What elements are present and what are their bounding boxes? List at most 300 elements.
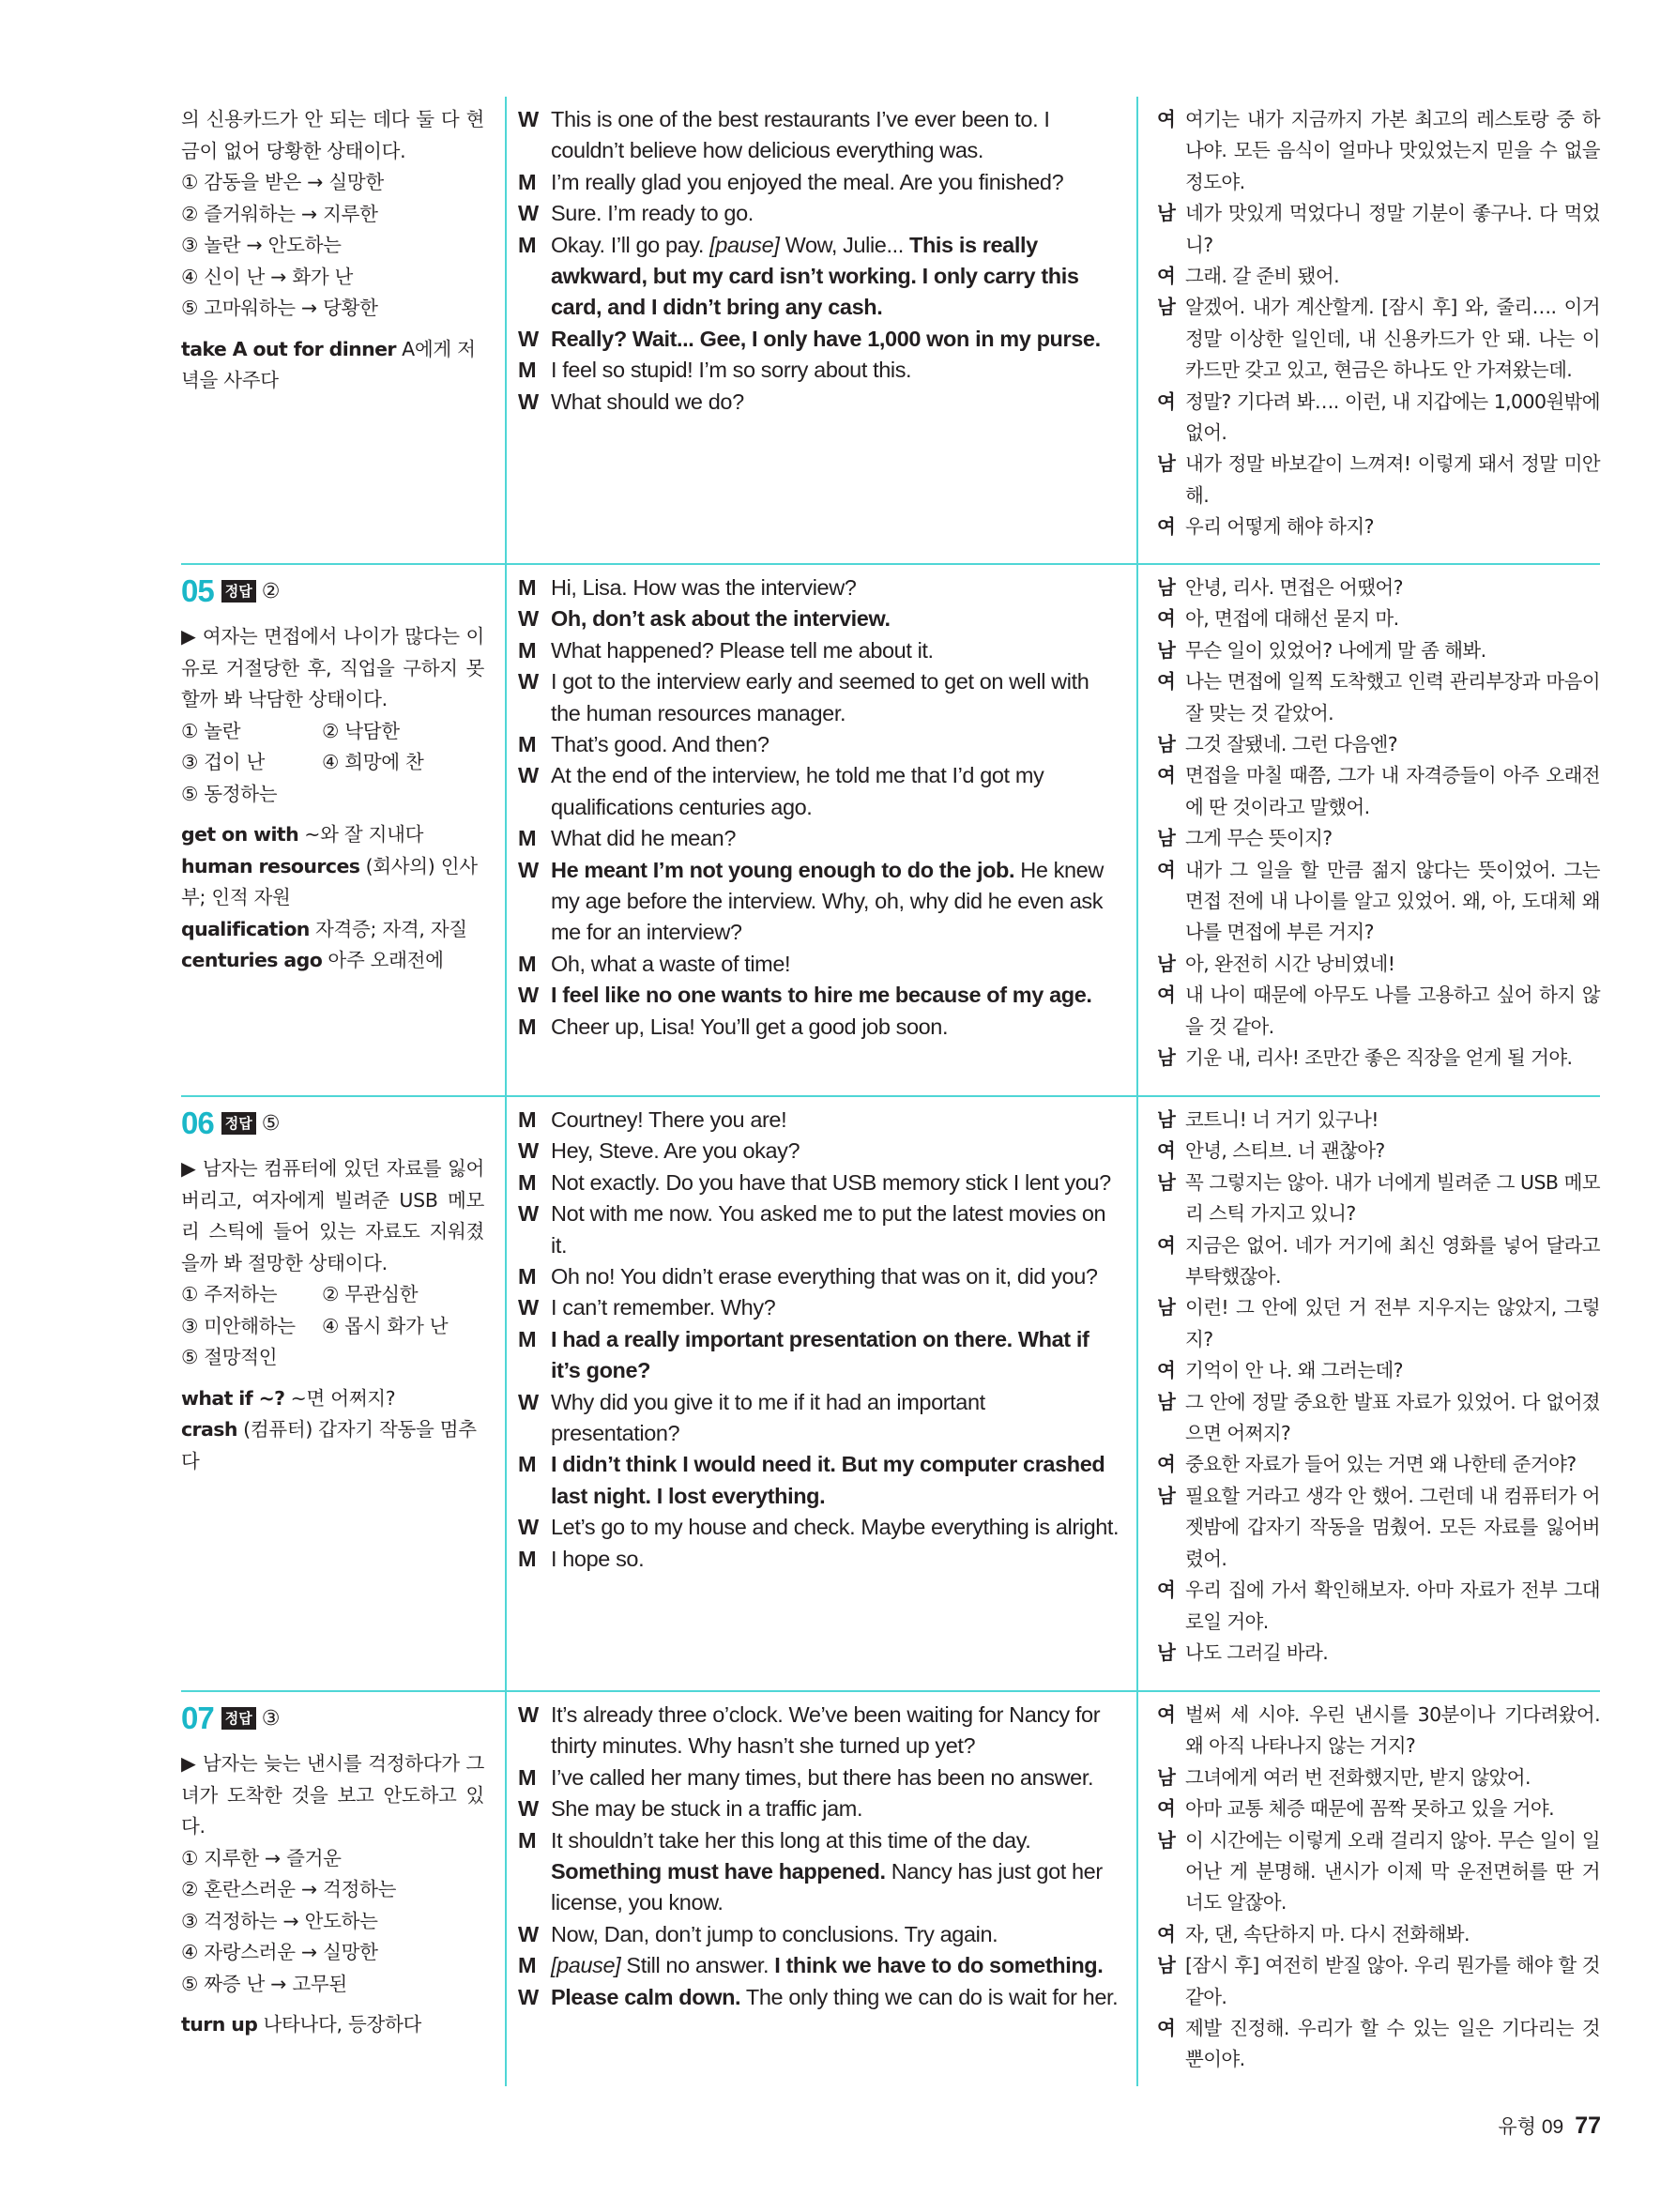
speaker-label: W xyxy=(518,669,539,694)
choice-item: ④ 자랑스러운 → 실망한 xyxy=(181,1941,378,1963)
speaker-label: 남 xyxy=(1157,576,1176,599)
translation-line xyxy=(1157,572,1600,603)
translation-text: 네가 맛있게 먹었다니 정말 기분이 좋구나. 다 먹었니? xyxy=(1185,202,1600,256)
speaker-label: 여 xyxy=(1157,265,1176,288)
speaker-label: 남 xyxy=(1157,1765,1176,1789)
speaker-label: 남 xyxy=(1157,1640,1176,1664)
speaker-label: M xyxy=(518,637,537,663)
dialogue-text: Oh, don’t ask about the interview. xyxy=(551,606,891,632)
translation-line xyxy=(1157,1481,1600,1575)
dialogue-line xyxy=(518,1825,1120,1919)
dialogue-line xyxy=(518,1198,1120,1261)
choice-item: ⑤ 절망적인 xyxy=(181,1346,278,1368)
dialogue-line xyxy=(518,855,1120,949)
speaker-label: W xyxy=(518,1515,539,1540)
speaker-label: M xyxy=(518,1452,537,1477)
choice-item: ④ 희망에 찬 xyxy=(322,751,424,773)
korean-translation xyxy=(1138,565,1600,1095)
speaker-label: M xyxy=(518,1326,537,1351)
speaker-label: 남 xyxy=(1157,827,1176,850)
speaker-label: W xyxy=(518,107,539,131)
translation-text: 우리 집에 가서 확인해보자. 아마 자료가 전부 그대로일 거야. xyxy=(1185,1579,1600,1633)
dialogue-text: Really? Wait... Gee, I only have 1,000 won in my purse. xyxy=(551,326,1101,351)
choice-item: ① 감동을 받은 → 실망한 xyxy=(181,171,384,193)
answer-value: ② xyxy=(261,579,281,603)
dialogue-text: This is one of the best restaurants I’ve ever been to. I couldn’t believe how delicious everything was. xyxy=(551,107,1050,163)
vocab-meaning: ~면 어쩌지? xyxy=(284,1386,396,1410)
translation-text: 지금은 없어. 네가 거기에 최신 영화를 넣어 달라고 부탁했잖아. xyxy=(1185,1233,1600,1289)
speaker-label: W xyxy=(518,1702,539,1727)
speaker-label: 여 xyxy=(1157,984,1176,1007)
english-script xyxy=(505,97,1138,563)
dialogue-text: Cheer up, Lisa! You’ll get a good job soon. xyxy=(551,1014,949,1039)
speaker-label: 여 xyxy=(1157,1922,1176,1945)
dialogue-text: What should we do? xyxy=(551,389,744,414)
speaker-label: M xyxy=(518,1264,537,1289)
speaker-label: 여 xyxy=(1157,1453,1176,1476)
choice-list xyxy=(181,1279,484,1374)
choice-item: ② 혼란스러운 → 걱정하는 xyxy=(181,1878,397,1900)
dialogue-line xyxy=(518,823,1120,854)
dialogue-text: Okay. I’ll go pay. [pause] Wow, Julie... This is really awkward, but my card isn’t working. I only carry this card, and I didn’t bring any cash. xyxy=(551,232,1079,320)
translation-text: 그게 무슨 뜻이지? xyxy=(1185,827,1333,850)
dialogue-line xyxy=(518,230,1120,324)
dialogue-line xyxy=(518,1950,1120,1981)
translation-line xyxy=(1157,1950,1600,2013)
translation-line xyxy=(1157,1292,1600,1355)
choice-item: ② 낙담한 xyxy=(322,719,400,742)
dialogue-line xyxy=(518,1919,1120,1950)
page-number: 77 xyxy=(1575,2113,1601,2139)
dialogue-line xyxy=(518,167,1120,198)
speaker-label: W xyxy=(518,389,539,414)
vocab-item xyxy=(181,2009,484,2041)
vocab-item xyxy=(181,1383,484,1415)
dialogue-line xyxy=(518,603,1120,634)
dialogue-line xyxy=(518,1261,1120,1292)
dialogue-text: I’m really glad you enjoyed the meal. Are you finished? xyxy=(551,169,1064,194)
dialogue-text: She may be stuck in a traffic jam. xyxy=(551,1796,863,1822)
speaker-label: W xyxy=(518,606,539,632)
dialogue-line xyxy=(518,324,1120,355)
translation-text: 나도 그러길 바라. xyxy=(1185,1640,1329,1664)
translation-text: 중요한 자료가 들어 있는 거면 왜 나한테 준거야? xyxy=(1185,1453,1577,1476)
translation-line xyxy=(1157,729,1600,760)
translation-line xyxy=(1157,387,1600,450)
choice-item: ③ 겁이 난 xyxy=(181,751,266,773)
speaker-label: 남 xyxy=(1157,733,1176,756)
dialogue-text: I can’t remember. Why? xyxy=(551,1295,776,1320)
translation-line xyxy=(1157,198,1600,261)
translation-text: 면접을 마칠 때쯤, 그가 내 자격증들이 아주 오래전에 딴 것이라고 말했어. xyxy=(1185,764,1600,818)
dialogue-line xyxy=(518,729,1120,760)
translation-text: 내가 정말 바보같이 느껴져! 이렇게 돼서 정말 미안해. xyxy=(1185,452,1600,507)
translation-line xyxy=(1157,1919,1600,1950)
dialogue-text: What happened? Please tell me about it. xyxy=(551,637,934,663)
notes-column xyxy=(181,565,505,1095)
explanation-text: ▶ 남자는 늦는 낸시를 걱정하다가 그녀가 도착한 것을 보고 안도하고 있다. xyxy=(181,1752,484,1838)
speaker-label: W xyxy=(518,763,539,788)
speaker-label: 여 xyxy=(1157,515,1176,539)
translation-line xyxy=(1157,949,1600,980)
vocab-list xyxy=(181,1383,484,1478)
question-06 xyxy=(181,1095,1600,1690)
speaker-label: 남 xyxy=(1157,1484,1176,1507)
speaker-label: 남 xyxy=(1157,1828,1176,1852)
page-footer xyxy=(1498,2112,1601,2140)
translation-text: 그 안에 정말 중요한 발표 자료가 있었어. 다 없어졌으면 어쩌지? xyxy=(1185,1390,1600,1445)
dialogue-line xyxy=(518,1700,1120,1762)
vocab-item xyxy=(181,334,484,397)
dialogue-text: He meant I’m not young enough to do the job. He knew my age before the interview. Why, oh, why did he even ask me for an interview? xyxy=(551,857,1104,945)
translation-text: 아, 면접에 대해선 묻지 마. xyxy=(1185,607,1399,631)
speaker-label: 여 xyxy=(1157,1579,1176,1602)
speaker-label: W xyxy=(518,857,539,882)
dialogue-text: Oh, what a waste of time! xyxy=(551,951,791,976)
dialogue-text: Now, Dan, don’t jump to conclusions. Try again. xyxy=(551,1921,998,1946)
translation-line xyxy=(1157,635,1600,666)
korean-translation xyxy=(1138,97,1600,563)
vocab-item xyxy=(181,914,484,946)
dialogue-line xyxy=(518,1982,1120,2013)
speaker-label: 여 xyxy=(1157,1233,1176,1257)
speaker-label: W xyxy=(518,1921,539,1946)
translation-text: 내 나이 때문에 아무도 나를 고용하고 싶어 하지 않을 것 같아. xyxy=(1185,984,1600,1038)
speaker-label: W xyxy=(518,326,539,351)
choice-item: ③ 미안해하는 xyxy=(181,1314,296,1337)
translation-line xyxy=(1157,511,1600,542)
choice-item: ④ 몹시 화가 난 xyxy=(322,1314,449,1337)
speaker-label: M xyxy=(518,1546,537,1571)
vocab-term: get on with xyxy=(181,823,299,846)
dialogue-text: I feel like no one wants to hire me because of my age. xyxy=(551,983,1092,1008)
vocab-term: turn up xyxy=(181,2013,258,2036)
vocab-term: human resources xyxy=(181,854,360,877)
dialogue-text: At the end of the interview, he told me that I’d got my qualifications centuries ago. xyxy=(551,763,1044,819)
dialogue-line xyxy=(518,1512,1120,1543)
vocab-meaning: 나타나다, 등장하다 xyxy=(257,2013,421,2036)
translation-text: 이런! 그 안에 있던 거 전부 지우지는 않았지, 그렇지? xyxy=(1185,1296,1600,1350)
translation-text: 벌써 세 시야. 우린 낸시를 30분이나 기다려왔어. 왜 아직 나타나지 않는 거지? xyxy=(1185,1703,1600,1758)
translation-line xyxy=(1157,855,1600,949)
speaker-label: M xyxy=(518,1953,537,1978)
speaker-label: 여 xyxy=(1157,670,1176,694)
korean-translation xyxy=(1138,1097,1600,1690)
dialogue-text: I didn’t think I would need it. But my computer crashed last night. I lost everything. xyxy=(551,1452,1105,1508)
speaker-label: M xyxy=(518,575,537,600)
translation-line xyxy=(1157,1167,1600,1230)
english-script xyxy=(505,1692,1138,2086)
translation-line xyxy=(1157,1825,1600,1919)
speaker-label: 남 xyxy=(1157,1108,1176,1131)
dialogue-text: Courtney! There you are! xyxy=(551,1107,787,1132)
dialogue-text: [pause] Still no answer. I think we have to do something. xyxy=(551,1953,1104,1978)
dialogue-text: Sure. I’m ready to go. xyxy=(551,201,754,226)
dialogue-text: That’s good. And then? xyxy=(551,732,769,757)
vocab-meaning: A에게 저녁을 사주다 xyxy=(181,337,476,391)
translation-line xyxy=(1157,104,1600,198)
translation-line xyxy=(1157,449,1600,511)
question-04-continued xyxy=(181,97,1600,563)
translation-line xyxy=(1157,2013,1600,2076)
choice-item: ③ 놀란 → 안도하는 xyxy=(181,234,342,256)
question-05 xyxy=(181,563,1600,1095)
speaker-label: W xyxy=(518,1984,539,2009)
dialogue-line xyxy=(518,1292,1120,1323)
choice-item: ④ 신이 난 → 화가 난 xyxy=(181,265,354,288)
choice-item: ⑤ 짜증 난 → 고무된 xyxy=(181,1972,347,1995)
vocab-item xyxy=(181,819,484,851)
speaker-label: 남 xyxy=(1157,1170,1176,1194)
translation-line xyxy=(1157,603,1600,634)
vocab-item xyxy=(181,851,484,914)
translation-text: 알겠어. 내가 계산할게. [잠시 후] 와, 줄리…. 이거 정말 이상한 일인데, 내 신용카드가 안 돼. 나는 이 카드만 갖고 있고, 현금은 하나도 안 가져왔는데. xyxy=(1185,296,1600,382)
speaker-label: 남 xyxy=(1157,1296,1176,1320)
dialogue-line xyxy=(518,1012,1120,1043)
speaker-label: 남 xyxy=(1157,1954,1176,1977)
choice-item: ① 주저하는 xyxy=(181,1283,278,1305)
speaker-label: M xyxy=(518,1107,537,1132)
choice-item: ① 놀란 xyxy=(181,719,241,742)
translation-line xyxy=(1157,823,1600,854)
dialogue-text: I’ve called her many times, but there has been no answer. xyxy=(551,1764,1094,1790)
dialogue-text: Hi, Lisa. How was the interview? xyxy=(551,575,857,600)
english-script xyxy=(505,565,1138,1095)
dialogue-line xyxy=(518,387,1120,418)
translation-line xyxy=(1157,1230,1600,1293)
speaker-label: W xyxy=(518,1138,539,1164)
dialogue-text: What did he mean? xyxy=(551,826,736,851)
translation-text: 기운 내, 리사! 조만간 좋은 직장을 얻게 될 거야. xyxy=(1185,1046,1573,1070)
dialogue-text: It shouldn’t take her this long at this time of the day. Something must have happened. Nancy has just got her license, you know. xyxy=(551,1827,1103,1915)
speaker-label: 여 xyxy=(1157,389,1176,413)
choice-item: ③ 걱정하는 → 안도하는 xyxy=(181,1909,378,1932)
translation-line xyxy=(1157,1105,1600,1136)
vocab-meaning: ~와 잘 지내다 xyxy=(298,823,424,846)
answer-value: ③ xyxy=(261,1706,281,1731)
dialogue-text: Oh no! You didn’t erase everything that was on it, did you? xyxy=(551,1264,1098,1289)
speaker-label: 여 xyxy=(1157,1139,1176,1163)
translation-line xyxy=(1157,760,1600,823)
translation-text: 내가 그 일을 할 만큼 젊지 않다는 뜻이었어. 그는 면접 전에 내 나이를 알고 있었어. 왜, 아, 도대체 왜 나를 면접에 부른 거지? xyxy=(1185,858,1600,944)
dialogue-line xyxy=(518,572,1120,603)
translation-text: 안녕, 리사. 면접은 어땠어? xyxy=(1185,576,1403,599)
speaker-label: 여 xyxy=(1157,2017,1176,2040)
speaker-label: 남 xyxy=(1157,1046,1176,1070)
speaker-label: 여 xyxy=(1157,1359,1176,1382)
dialogue-line xyxy=(518,1762,1120,1793)
speaker-label: M xyxy=(518,1169,537,1195)
choice-item: ② 즐거워하는 → 지루한 xyxy=(181,202,378,225)
translation-text: 꼭 그렇지는 않아. 내가 너에게 빌려준 그 USB 메모리 스틱 가지고 있니? xyxy=(1185,1170,1600,1226)
vocab-meaning: (회사의) 인사부; 인적 자원 xyxy=(181,854,478,908)
speaker-label: M xyxy=(518,232,537,257)
speaker-label: 여 xyxy=(1157,1797,1176,1821)
speaker-label: W xyxy=(518,1796,539,1822)
notes-column xyxy=(181,97,505,563)
vocab-term: take A out for dinner xyxy=(181,337,396,360)
translation-text: [잠시 후] 여전히 받질 않아. 우리 뭔가를 해야 할 것 같아. xyxy=(1185,1954,1600,2008)
speaker-label: W xyxy=(518,983,539,1008)
translation-text: 그것 잘됐네. 그런 다음엔? xyxy=(1185,733,1397,756)
dialogue-text: Please calm down. The only thing we can do is wait for her. xyxy=(551,1984,1119,2009)
speaker-label: W xyxy=(518,1295,539,1320)
translation-text: 아, 완전히 시간 낭비였네! xyxy=(1185,952,1395,975)
explanation-text: ▶ 여자는 면접에서 나이가 많다는 이유로 거절당한 후, 직업을 구하지 못할까 봐 낙담한 상태이다. xyxy=(181,625,484,710)
speaker-label: M xyxy=(518,1827,537,1853)
translation-line xyxy=(1157,1575,1600,1638)
explanation-text: 의 신용카드가 안 되는 데다 둘 다 현금이 없어 당황한 상태이다. xyxy=(181,108,484,162)
translation-text: 여기는 내가 지금까지 가본 최고의 레스토랑 중 하나야. 모든 음식이 얼마나 맛있었는지 믿을 수 없을 정도야. xyxy=(1185,108,1600,193)
translation-line xyxy=(1157,1793,1600,1824)
translation-text: 우리 어떻게 해야 하지? xyxy=(1185,515,1374,539)
translation-line xyxy=(1157,1700,1600,1762)
translation-text: 자, 댄, 속단하지 마. 다시 전화해봐. xyxy=(1185,1922,1470,1945)
dialogue-line xyxy=(518,949,1120,980)
translation-text: 안녕, 스티브. 너 괜찮아? xyxy=(1185,1139,1385,1163)
dialogue-line xyxy=(518,1387,1120,1450)
dialogue-line xyxy=(518,1793,1120,1824)
speaker-label: 여 xyxy=(1157,764,1176,787)
translation-line xyxy=(1157,980,1600,1043)
dialogue-line xyxy=(518,760,1120,823)
dialogue-text: Let’s go to my house and check. Maybe everything is alright. xyxy=(551,1515,1120,1540)
vocab-list xyxy=(181,819,484,977)
question-07 xyxy=(181,1690,1600,2086)
choice-item: ② 무관심한 xyxy=(322,1283,419,1305)
translation-text: 기억이 안 나. 왜 그러는데? xyxy=(1185,1359,1403,1382)
translation-text: 정말? 기다려 봐…. 이런, 내 지갑에는 1,000원밖에 없어. xyxy=(1185,389,1600,445)
question-number: 05 xyxy=(181,573,214,608)
notes-column xyxy=(181,1692,505,2086)
speaker-label: 남 xyxy=(1157,638,1176,662)
vocab-meaning: 자격증; 자격, 자질 xyxy=(309,917,467,940)
speaker-label: 여 xyxy=(1157,1703,1176,1726)
vocab-term: what if ~? xyxy=(181,1386,285,1410)
translation-text: 코트니! 너 거기 있구나! xyxy=(1185,1108,1379,1131)
speaker-label: 남 xyxy=(1157,202,1176,225)
speaker-label: M xyxy=(518,1014,537,1039)
dialogue-text: Not exactly. Do you have that USB memory stick I lent you? xyxy=(551,1169,1111,1195)
choice-item: ① 지루한 → 즐거운 xyxy=(181,1846,342,1869)
translation-line xyxy=(1157,1638,1600,1669)
dialogue-line xyxy=(518,1449,1120,1512)
speaker-label: 남 xyxy=(1157,452,1176,476)
choice-list xyxy=(181,1843,484,2001)
speaker-label: M xyxy=(518,169,537,194)
dialogue-line xyxy=(518,104,1120,167)
speaker-label: M xyxy=(518,732,537,757)
dialogue-text: I hope so. xyxy=(551,1546,645,1571)
answer-value: ⑤ xyxy=(261,1111,281,1136)
choice-list xyxy=(181,716,484,811)
speaker-label: M xyxy=(518,358,537,383)
question-header xyxy=(181,1105,484,1142)
translation-text: 무슨 일이 있었어? 나에게 말 좀 해봐. xyxy=(1185,638,1486,662)
dialogue-line xyxy=(518,980,1120,1011)
dialogue-line xyxy=(518,666,1120,729)
translation-line xyxy=(1157,666,1600,729)
translation-text: 그녀에게 여러 번 전화했지만, 받지 않았어. xyxy=(1185,1765,1531,1789)
dialogue-text: I had a really important presentation on there. What if it’s gone? xyxy=(551,1326,1089,1383)
vocab-item xyxy=(181,1414,484,1477)
dialogue-line xyxy=(518,635,1120,666)
question-header xyxy=(181,1700,484,1737)
choice-list xyxy=(181,167,484,325)
dialogue-line xyxy=(518,1167,1120,1198)
translation-text: 이 시간에는 이렇게 오래 걸리지 않아. 무슨 일이 일어난 게 분명해. 낸시가 이제 막 운전면허를 딴 거 너도 알잖아. xyxy=(1185,1828,1600,1915)
dialogue-line xyxy=(518,1136,1120,1167)
dialogue-line xyxy=(518,355,1120,386)
dialogue-line xyxy=(518,1544,1120,1575)
speaker-label: 여 xyxy=(1157,858,1176,881)
translation-line xyxy=(1157,1136,1600,1167)
speaker-label: W xyxy=(518,201,539,226)
vocab-term: crash xyxy=(181,1418,237,1441)
choice-item: ⑤ 동정하는 xyxy=(181,782,278,805)
translation-text: 나는 면접에 일찍 도착했고 인력 관리부장과 마음이 잘 맞는 것 같았어. xyxy=(1185,670,1600,725)
translation-line xyxy=(1157,1449,1600,1480)
dialogue-text: It’s already three o’clock. We’ve been waiting for Nancy for thirty minutes. Why hasn’t she turned up yet? xyxy=(551,1702,1101,1759)
chapter-label: 유형 09 xyxy=(1498,2116,1564,2138)
question-number: 06 xyxy=(181,1106,214,1140)
translation-line xyxy=(1157,261,1600,292)
translation-text: 그래. 갈 준비 됐어. xyxy=(1185,265,1340,288)
speaker-label: 남 xyxy=(1157,1390,1176,1413)
vocab-item xyxy=(181,945,484,977)
dialogue-line xyxy=(518,1105,1120,1136)
translation-line xyxy=(1157,1355,1600,1386)
speaker-label: M xyxy=(518,826,537,851)
speaker-label: W xyxy=(518,1389,539,1414)
speaker-label: 남 xyxy=(1157,296,1176,319)
question-number: 07 xyxy=(181,1701,214,1735)
translation-text: 필요할 거라고 생각 안 했어. 그런데 내 컴퓨터가 어젯밤에 갑자기 작동을 멈췄어. 모든 자료를 잃어버렸어. xyxy=(1185,1484,1600,1570)
speaker-label: 남 xyxy=(1157,952,1176,975)
dialogue-text: I feel so stupid! I’m so sorry about this. xyxy=(551,358,912,383)
translation-line xyxy=(1157,292,1600,386)
answer-page xyxy=(181,97,1600,2086)
vocab-term: qualification xyxy=(181,917,310,940)
choice-item: ⑤ 고마워하는 → 당황한 xyxy=(181,297,378,319)
answer-badge: 정답 xyxy=(221,1112,256,1135)
dialogue-text: Not with me now. You asked me to put the latest movies on it. xyxy=(551,1201,1106,1258)
dialogue-line xyxy=(518,198,1120,229)
explanation-text: ▶ 남자는 컴퓨터에 있던 자료를 잃어버리고, 여자에게 빌려준 USB 메모리 스틱에 들어 있는 자료도 지워졌을까 봐 절망한 상태이다. xyxy=(181,1157,484,1274)
dialogue-text: Why did you give it to me if it had an important presentation? xyxy=(551,1389,985,1446)
vocab-term: centuries ago xyxy=(181,949,323,971)
speaker-label: 여 xyxy=(1157,607,1176,631)
translation-text: 아마 교통 체증 때문에 꼼짝 못하고 있을 거야. xyxy=(1185,1797,1554,1821)
speaker-label: M xyxy=(518,951,537,976)
translation-line xyxy=(1157,1043,1600,1074)
answer-badge: 정답 xyxy=(221,1707,256,1730)
translation-line xyxy=(1157,1762,1600,1793)
translation-text: 제발 진정해. 우리가 할 수 있는 일은 기다리는 것 뿐이야. xyxy=(1185,2017,1600,2071)
translation-line xyxy=(1157,1387,1600,1450)
vocab-meaning: 아주 오래전에 xyxy=(322,949,444,971)
notes-column xyxy=(181,1097,505,1690)
dialogue-text: Hey, Steve. Are you okay? xyxy=(551,1138,800,1164)
question-header xyxy=(181,572,484,610)
speaker-label: W xyxy=(518,1201,539,1227)
speaker-label: 여 xyxy=(1157,108,1176,130)
dialogue-line xyxy=(518,1324,1120,1387)
english-script xyxy=(505,1097,1138,1690)
dialogue-text: I got to the interview early and seemed to get on well with the human resources manager. xyxy=(551,669,1089,725)
answer-badge: 정답 xyxy=(221,580,256,603)
vocab-meaning: (컴퓨터) 갑자기 작동을 멈추다 xyxy=(181,1418,477,1472)
